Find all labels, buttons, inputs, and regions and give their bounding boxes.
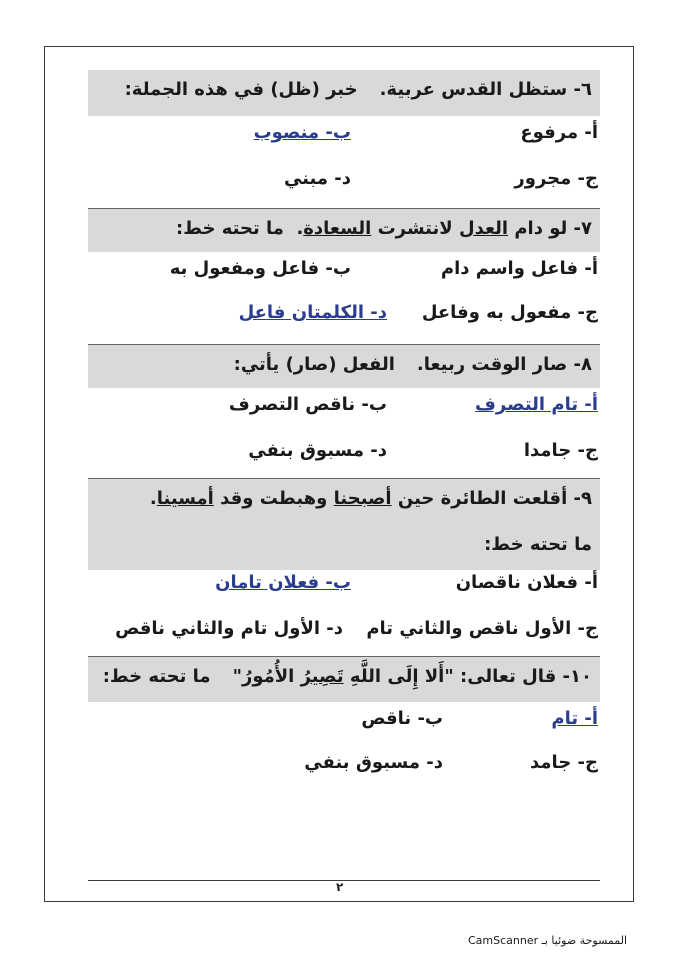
q7-underlined-word-2: السعادة [303,218,372,239]
q8-option-b: ب- ناقص التصرف [228,394,387,415]
q10-option-d: د- مسبوق بنفي [304,752,443,773]
question-8-prompt: الفعل (صار) يأتي: [233,354,395,375]
q10-underlined-word: تَصِيرُ [300,666,344,687]
q6-option-d: د- مبني [283,168,351,189]
q8-option-c: ج- جامدا [523,440,598,461]
question-10-mid: الأُمُورُ" [232,666,301,687]
question-7-text: ٧- لو دام [508,218,592,239]
question-10-text: ١٠- قال تعالى: "أَلا إِلَى اللَّهِ [343,666,592,687]
q8-option-d: د- مسبوق بنفي [248,440,387,461]
question-10 [88,656,600,702]
q6-option-b: ب- منصوب [253,122,351,143]
question-9-text: ٩- أقلعت الطائرة حين [391,488,592,509]
question-9 [88,478,600,570]
question-7-mid: لانتشرت [371,218,459,239]
question-8 [88,344,600,388]
q9-option-c: ج- الأول ناقص والثاني تام [366,618,598,639]
question-7-prompt: . ما تحته خط: [176,218,304,239]
q6-option-c: ج- مجرور [514,168,598,189]
question-6-prompt: خبر (ظل) في هذه الجملة: [124,79,358,100]
question-6-text: ٦- ستظل القدس عربية. [379,79,592,100]
q7-option-b: ب- فاعل ومفعول به [169,258,351,279]
q10-option-b: ب- ناقص [361,708,443,729]
q9-underlined-word-2: أمسينا [156,488,214,509]
question-9-mid: وهبطت وقد [213,488,334,509]
question-6 [88,70,600,116]
q6-option-a: أ- مرفوع [520,122,598,143]
q9-underlined-word-1: أصبحنا [333,488,392,509]
q10-option-a: أ- تام [551,708,598,729]
question-10-prompt: ما تحته خط: [102,666,211,687]
question-8-text: ٨- صار الوقت ربيعا. [416,354,592,375]
question-9-prompt: ما تحته خط: [484,534,592,555]
q7-option-d: د- الكلمتان فاعل [238,302,387,323]
q9-option-a: أ- فعلان ناقصان [455,572,598,593]
q7-option-a: أ- فاعل واسم دام [440,258,598,279]
q7-option-c: ج- مفعول به وفاعل [421,302,598,323]
q10-option-c: ج- جامد [530,752,598,773]
scanner-caption: الممسوحة ضوئيا بـ CamScanner [468,934,628,947]
q8-option-a: أ- تام التصرف [474,394,598,415]
q9-option-d: د- الأول تام والثاني ناقص [115,618,343,639]
q7-underlined-word-1: العدل [458,218,509,239]
question-7 [88,208,600,252]
page-number: ٢ [336,880,344,894]
q9-option-b: ب- فعلان تامان [215,572,351,593]
question-9-end: . [149,488,157,509]
footer-divider [88,880,600,881]
